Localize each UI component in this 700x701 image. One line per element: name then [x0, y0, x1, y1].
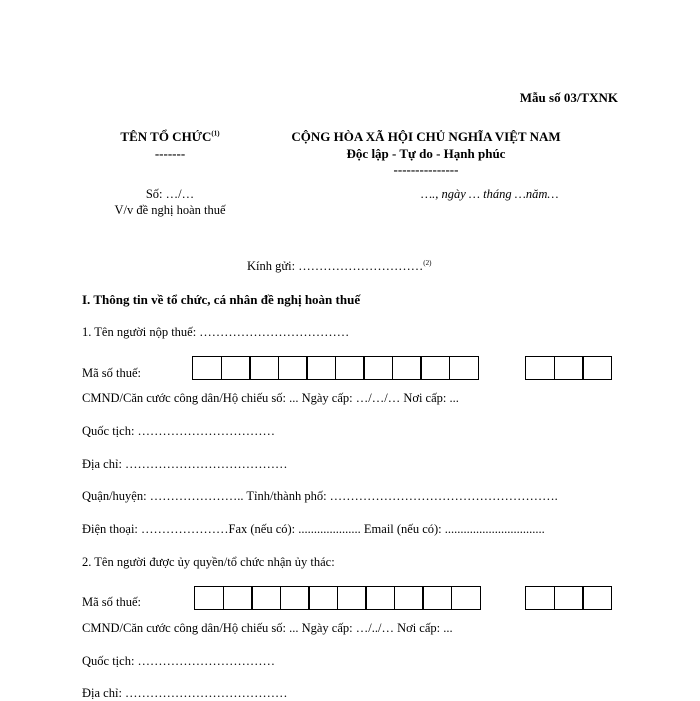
tax-code-digit[interactable] [449, 356, 479, 380]
tax-code-digit[interactable] [221, 356, 251, 380]
tax-code-digit[interactable] [394, 586, 424, 610]
tax-code-digit[interactable] [422, 586, 452, 610]
tax-code-digit[interactable] [194, 586, 224, 610]
authorized-id-line: CMND/Căn cước công dân/Hộ chiếu số: ... Ngày cấp: …/../… Nơi cấp: ... [82, 621, 453, 635]
tax-code-digit[interactable] [280, 586, 310, 610]
tax-code-branch-digit[interactable] [554, 356, 584, 380]
recipient-footnote: (2) [423, 259, 432, 267]
tax-code-digit[interactable] [420, 356, 450, 380]
national-dashes: --------------- [393, 162, 459, 177]
tax-code-digit[interactable] [278, 356, 308, 380]
tax-code-digit[interactable] [365, 586, 395, 610]
national-title: CỘNG HÒA XÃ HỘI CHỦ NGHĨA VIỆT NAM [291, 129, 561, 144]
national-motto: Độc lập - Tự do - Hạnh phúc [346, 146, 506, 161]
tax-code-digit[interactable] [308, 586, 338, 610]
tax-code-branch-digit[interactable] [554, 586, 584, 610]
taxpayer-district-province: Quận/huyện: ………………….. Tỉnh/thành phố: ………………………………………………. [82, 489, 558, 503]
recipient [247, 259, 431, 274]
authorized-name: 2. Tên người được ủy quyền/tổ chức nhận ủy thác: [82, 555, 335, 569]
tax-code-digit[interactable] [335, 356, 365, 380]
taxpayer-nationality: Quốc tịch: …………………………… [82, 424, 276, 438]
tax-code-digit[interactable] [363, 356, 393, 380]
authorized-tax-code-label: Mã số thuế: [82, 595, 142, 609]
org-footnote: (1) [211, 129, 220, 138]
tax-code-branch-digit[interactable] [582, 586, 612, 610]
tax-code-digit[interactable] [392, 356, 422, 380]
date-line: …., ngày … tháng …năm… [421, 187, 559, 201]
taxpayer-tax-code-label: Mã số thuế: [82, 366, 142, 380]
tax-code-digit[interactable] [306, 356, 336, 380]
form-code: Mẫu số 03/TXNK [519, 90, 618, 105]
authorized-address: Địa chỉ: ………………………………… [82, 686, 288, 700]
tax-code-digit[interactable] [192, 356, 222, 380]
taxpayer-tax-code-main[interactable] [192, 356, 479, 380]
org-dashes: ------- [154, 146, 186, 161]
org-name [100, 129, 240, 145]
tax-code-digit[interactable] [251, 586, 281, 610]
taxpayer-name: 1. Tên người nộp thuế: ……………………………… [82, 325, 350, 339]
taxpayer-tax-code-branch[interactable] [525, 356, 612, 380]
tax-code-digit[interactable] [337, 586, 367, 610]
tax-code-digit[interactable] [451, 586, 481, 610]
taxpayer-contact: Điện thoại: …………………Fax (nếu có): .................... Email (nếu có): ................................ [82, 522, 545, 536]
authorized-nationality: Quốc tịch: …………………………… [82, 654, 276, 668]
taxpayer-address: Địa chỉ: ………………………………… [82, 457, 288, 471]
taxpayer-id-line: CMND/Căn cước công dân/Hộ chiếu số: ... Ngày cấp: …/…/… Nơi cấp: ... [82, 391, 459, 405]
authorized-tax-code-branch[interactable] [525, 586, 612, 610]
recipient-text: Kính gửi: ………………………… [247, 259, 424, 274]
org-name-text: TÊN TỔ CHỨC [120, 129, 212, 144]
tax-code-branch-digit[interactable] [582, 356, 612, 380]
tax-code-digit[interactable] [249, 356, 279, 380]
doc-number: Số: …/… [145, 187, 195, 201]
tax-code-branch-digit[interactable] [525, 586, 555, 610]
subject-line: V/v đề nghị hoàn thuế [114, 203, 226, 217]
section1-title: I. Thông tin về tổ chức, cá nhân đề nghị hoàn thuế [82, 292, 361, 307]
tax-code-branch-digit[interactable] [525, 356, 555, 380]
tax-code-digit[interactable] [223, 586, 253, 610]
authorized-tax-code-main[interactable] [194, 586, 481, 610]
